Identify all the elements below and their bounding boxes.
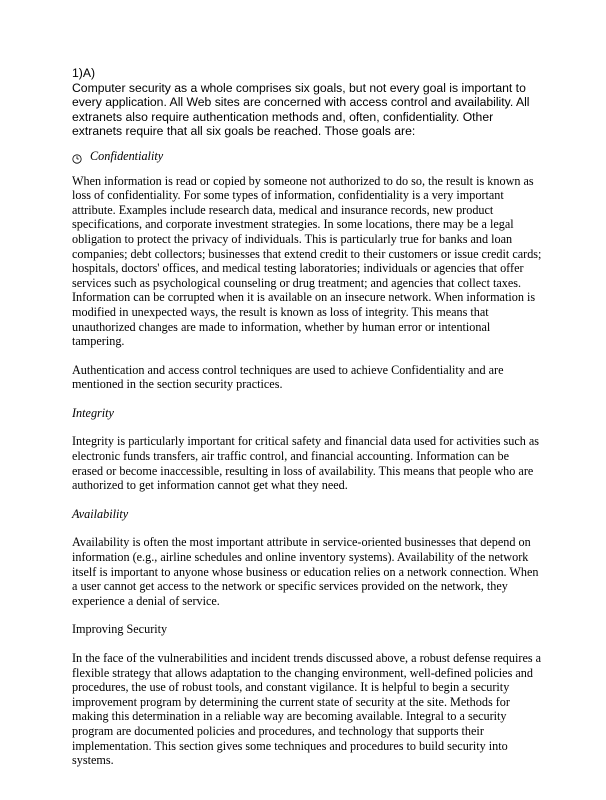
integrity-paragraph: Integrity is particularly important for critical safety and financial data used for activities such as electronic funds transfers, air traffic control, and financial accounting. Information can be erased or become inaccessible, resulting in loss of availability. This means that people who are authorized to get information cannot get what they need. <box>72 434 540 493</box>
confidentiality-paragraph: When information is read or copied by someone not authorized to do so, the result is known as loss of confidentiality. For some types of information, confidentiality is a very important attribute. Examples include research data, medical and insurance records, new product specifications, and corporate investment strategies. In some locations, there may be a legal obligation to protect the privacy of individuals. This is particularly true for banks and loan companies; debt collectors; businesses that extend credit to their customers or issue credit cards; hospitals, doctors' offices, and medical testing laboratories; individuals or agencies that offer services such as psychological counseling or drug treatment; and agencies that collect taxes. Information can be corrupted when it is available on an insecure network. When information is modified in unexpected ways, the result is known as loss of integrity. This means that unauthorized changes are made to information, whether by human error or intentional tampering. <box>72 173 542 349</box>
spacer <box>72 392 542 406</box>
spacer <box>72 420 542 434</box>
integrity-heading: Integrity <box>72 405 114 420</box>
confidentiality-note: Authentication and access control techniques are used to achieve Confidentiality and are mentioned in the section security practices. <box>72 362 504 392</box>
availability-heading: Availability <box>72 506 129 521</box>
document-page <box>72 66 542 768</box>
question-label: 1)A) <box>72 66 96 80</box>
spacer <box>72 608 542 622</box>
availability-paragraph: Availability is often the most important attribute in service-oriented businesses that depend on information (e.g., airline schedules and online inventory systems). Availability of the network itself is important to anyone whose business or education relies on a network connection. When a user cannot get access to the network or specific services provided on the network, they experience a denial of service. <box>72 535 539 608</box>
intro-paragraph: Computer security as a whole comprises six goals, but not every goal is important to every application. All Web sites are concerned with access control and availability. All extranets also require authentication methods and, often, confidentiality. Other extranets require that all six goals be reached. Those goals are: <box>72 80 530 139</box>
improving-security-heading: Improving Security <box>72 622 168 637</box>
spacer <box>72 521 542 535</box>
spacer <box>72 637 542 651</box>
clock-bullet-icon <box>72 151 82 161</box>
improving-security-paragraph: In the face of the vulnerabilities and incident trends discussed above, a robust defense requires a flexible strategy that allows adaptation to the changing environment, well-defined policies and procedures, the use of robust tools, and constant vigilance. It is helpful to begin a security improvement program by determining the current state of security at the site. Methods for making this determination in a reliable way are becoming available. Integral to a security program are documented policies and procedures, and technology that supports their implementation. This section gives some techniques and procedures to build security into systems. <box>72 651 542 768</box>
confidentiality-heading: Confidentiality <box>90 148 164 163</box>
confidentiality-heading-row <box>72 149 542 164</box>
spacer <box>72 493 542 507</box>
spacer <box>72 349 542 363</box>
